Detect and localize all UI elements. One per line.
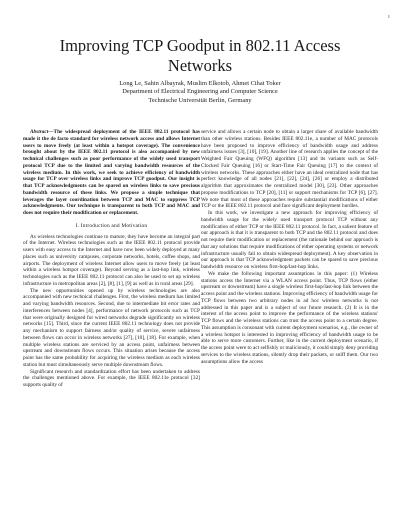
body-paragraph: Significant research and standardization effort has been undertaken to address the challenges mentioned above. For example, the IEEE 802.11e protocol [32] supports quality of xyxy=(23,368,200,388)
author-affiliation: Department of Electrical Engineering and Computer Science xyxy=(122,88,278,96)
abstract-label: Abstract— xyxy=(30,129,54,135)
author-institution: Technische Universität Berlin, Germany xyxy=(148,96,252,104)
left-column xyxy=(23,129,200,389)
page-number: 1 xyxy=(387,14,390,19)
paper-title: Improving TCP Goodput in 802.11 Access Networks xyxy=(59,36,341,75)
section-heading: I. Introduction and Motivation xyxy=(75,222,148,229)
author-names: Long Le, Sahin Albayrak, Muslim Elkotob, Ahmet Cihat Toker xyxy=(119,80,281,87)
abstract xyxy=(23,129,200,217)
body-paragraph: In this work, we investigate a new approach for improving efficiency of bandwidth usage for the widely used transport protocol TCP without any modification of either TCP or the IEEE 802.11 protocol. In fact, a salient feature of our approach is that it is transparent to both TCP and the 802.11 protocol and does not require their modification or replacement (the rationale behind our approach is that any solutions that require modifications of either operating systems or network infrastructure usually fail to obtain widespread deployment). A key observation in our approach is that TCP acknowledgment packets can be spared to save precious bandwidth resource on wireless first-hop/last-hop links. xyxy=(201,210,378,270)
abstract-text: The widespread deployment of the IEEE 802.11 protocol has made it the de facto standard for wireless network access and allows Internet users to move freely (at least within a hotspot coverage). The convenience brought about by the IEEE 802.11 protocol is also accompanied by new technical challenges such as poor performance of the widely used transport protocol TCP due to the limited and varying bandwidth resources of the wireless medium. In this work, we seek to achieve efficiency of bandwidth usage for TCP over wireless links and improve TCP goodput. Our insight is that TCP acknowledgments can be spared on wireless links to save precious bandwidth resource of these links. We propose a simple technique that leverages the layer coordination between TCP and MAC to suppress TCP acknowledgments. Our technique is transparent to both TCP and MAC and does not require their modification or replacement. xyxy=(23,129,200,216)
right-column xyxy=(201,129,378,365)
body-paragraph: The new opportunities opened up by wireless technologies are also accompanied with new technical challenges. First, the wireless medium has limited and varying bandwidth resources. Second, due to intermediate bit error rates and interferences between nodes [4], performance of network protocols such as TCP that were originally designed for wired networks degrade significantly on wireless networks [15]. Third, since the current IEEE 802.11 technology does not provide any mechanism to support fairness and/or quality of service, severe unfairness between flows can occur in wireless networks [27], [10], [18]. For example, when multiple wireless stations are serviced by an access point, unfairness between upstream and downstream flows occurs. This situation arises because the access point has the same probability for acquiring the wireless medium as each wireless station but must simultaneously serve multiple downstream flows. xyxy=(23,287,200,368)
author-block xyxy=(40,80,360,105)
body-paragraph: We make the following important assumptions in this paper: (1) Wireless stations access the Internet via a WLAN access point. Thus, TCP flows (either upstream or downstream) have a single wireless first-hop/last-hop link between the access point and the wireless stations. Improving efficiency of bandwidth usage for TCP flows between two arbitrary nodes in ad hoc wireless networks is not addressed in this paper and is a subject of our future research. (2) It is in the interest of the access point to improve the performance of the wireless stations' TCP flows and the wireless stations can trust the access point to a certain degree. This assumption is consonant with current deployment scenarios, e.g., the owner of a wireless hotspot is interested in improving efficiency of bandwidth usage to be able to serve more customers. Further, like in the current deployment scenario, if the access point were to act selfishly or maliciously, it could simply deny providing services to the wireless stations, silently drop their packets, or sniff them. Our two assumptions allow the access xyxy=(201,270,378,365)
body-paragraph: As wireless technologies continue to mature, they have become an integral part of the Internet. Wireless technologies such as the IEEE 802.11 protocol provide users with easy access to the Internet and have now been widely deployed at many places such as university campuses, corporate networks, hotels, coffee shops, and airports. The deployment of wireless Internet allow users to move freely (at least within a wireless hotspot coverage). Beyond serving as a last-hop link, wireless technologies such as the IEEE 802.11 protocol can also be used to set up wireless infrastructure in metropolitan areas [2], [8], [1], [9] as well as in rural areas [29]. xyxy=(23,233,200,287)
body-paragraph: service and allows a certain node to obtain a larger share of available bandwidth than other wireless stations. Besides IEEE 802.11e, a number of MAC protocols have been proposed to improve efficiency of bandwidth usage and address unfairness issues [3], [10], [19]. Another line of research applies the concept of the Weighted Fair Queuing (WFQ) algorithm [13] and its variants such as Self-Clocked Fair Queuing [16] or Start-Time Fair Queuing [17] to the context of wireless networks. These approaches either have an ideal centralized node that has perfect knowledge of all nodes [21], [22], [24], [26] or employ a distributed algorithm that approximates the centralized model [30], [23]. Other approaches propose modifications to TCP [20], [11] or support mechanisms for TCP [6], [27]. We note that most of these approaches require substantial modifications of either TCP or the IEEE 802.11 protocol and face significant deployment hurdles. xyxy=(201,129,378,210)
